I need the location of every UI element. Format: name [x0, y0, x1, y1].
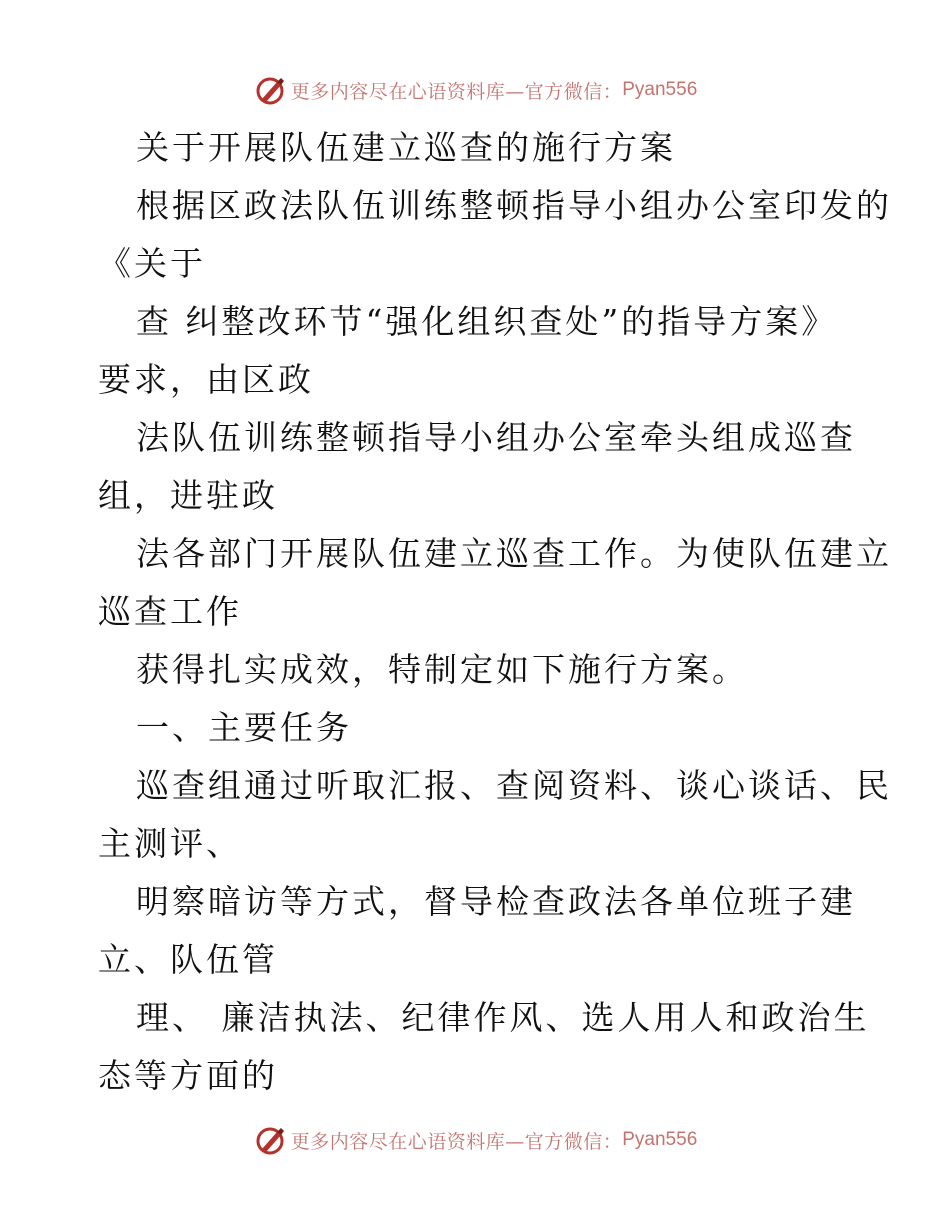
watermark-text: 更多内容尽在心语资料库—官方微信： [290, 80, 623, 103]
paragraph-line: 主测评、 [98, 824, 242, 863]
paragraph-line: 要求，由区政 [98, 360, 314, 399]
pen-logo-icon [253, 1123, 287, 1157]
paragraph-line: 法各部门开展队伍建立巡查工作。为使队伍建立 [136, 534, 892, 573]
paragraph-line: 根据区政法队伍训练整顿指导小组办公室印发的 [136, 186, 892, 225]
watermark-wechat-id: Pyan556 [622, 79, 698, 100]
paragraph-line: 组，进驻政 [98, 476, 278, 515]
paragraph-line: 立、队伍管 [98, 940, 278, 979]
section-heading: 一、主要任务 [136, 708, 352, 747]
paragraph-line: 查 纠整改环节“强化组织查处”的指导方案》 [136, 302, 838, 341]
doc-title: 关于开展队伍建立巡查的施行方案 [136, 128, 676, 167]
paragraph-line: 理、 廉洁执法、纪律作风、选人用人和政治生 [136, 998, 870, 1037]
watermark-wechat-id: Pyan556 [622, 1129, 698, 1150]
paragraph-line: 巡查工作 [98, 592, 242, 631]
paragraph-line: 法队伍训练整顿指导小组办公室牵头组成巡查 [136, 418, 856, 457]
paragraph-line: 《关于 [98, 244, 206, 283]
pen-logo-icon [253, 73, 287, 107]
footer-watermark [0, 1120, 950, 1160]
paragraph-line: 明察暗访等方式，督导检查政法各单位班子建 [136, 882, 856, 921]
watermark-text: 更多内容尽在心语资料库—官方微信： [290, 1130, 623, 1153]
paragraph-line: 态等方面的 [98, 1056, 278, 1095]
header-watermark [0, 70, 950, 110]
paragraph-line: 巡查组通过听取汇报、查阅资料、谈心谈话、民 [136, 766, 892, 805]
paragraph-line: 获得扎实成效，特制定如下施行方案。 [136, 650, 748, 689]
